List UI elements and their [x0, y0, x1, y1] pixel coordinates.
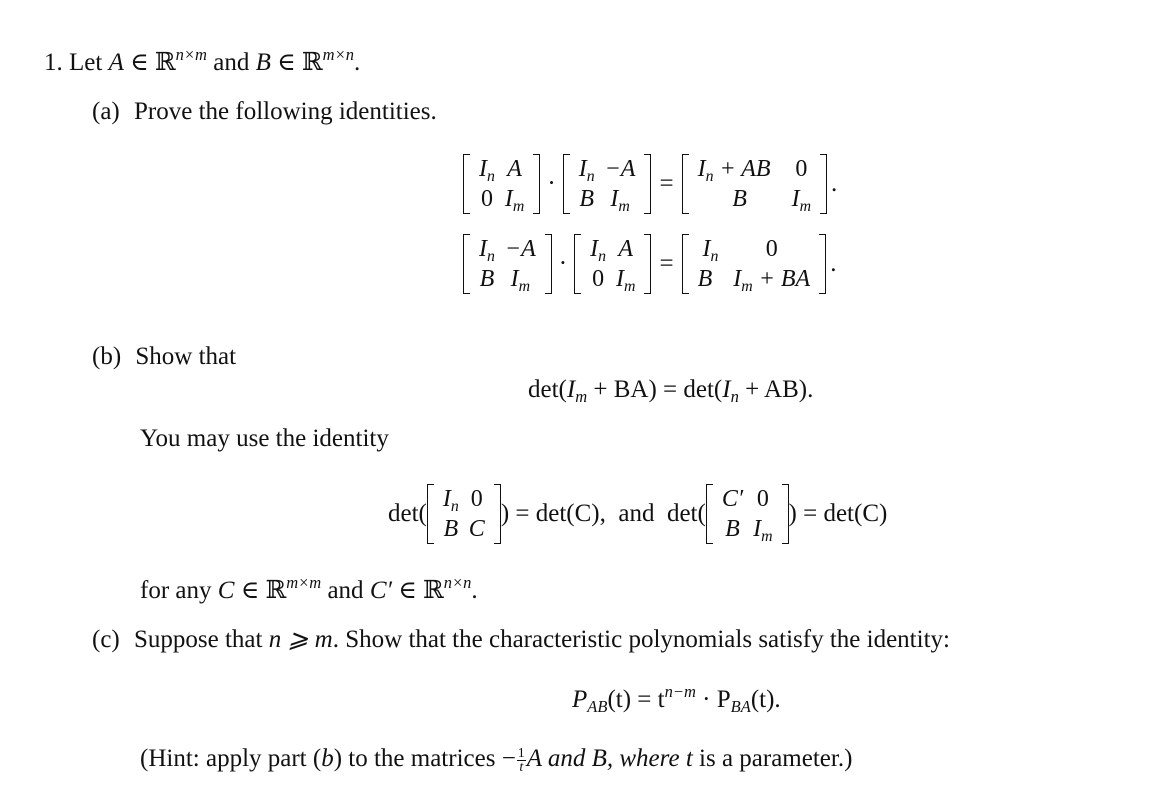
matrix-left-1: $I_n$ A 0 $I_m$ — [463, 154, 540, 214]
for-any-condition: for any C ∈ ℝ$^{m\times m}$ and C′ ∈ ℝ$^{n\times n}$. — [140, 572, 478, 604]
identity-equation-1: $I_n$ A 0 $I_m$ · $I_n$ −A B $I_m$ = $I_n$ + AB 0 B $I_m$ . — [463, 154, 837, 214]
matrix-middle-2: $I_n$ A 0 $I_m$ — [574, 234, 651, 294]
part-c-label: (c) — [92, 626, 120, 653]
fraction-one-over-t: $\frac{1}{t}$ — [517, 745, 525, 775]
part-b-text: Show that — [135, 343, 237, 370]
matrix-block-2: C′ 0 B $I_m$ — [706, 484, 789, 544]
problem-statement: 1. Let A ∈ ℝ$^{n\times m}$ and B ∈ ℝ$^{m\times n}$. — [44, 44, 361, 76]
matrix-left-2: $I_n$ −A B $I_m$ — [463, 234, 552, 294]
problem-number: 1. — [44, 49, 63, 76]
identity-equation-2: $I_n$ −A B $I_m$ · $I_n$ A 0 $I_m$ = $I_n$ 0 B $I_m$ + BA . — [463, 234, 836, 294]
characteristic-polynomial-equation: $P_{AB}(t) = t^{n-m} \cdot P_{BA}(t)$. — [572, 681, 781, 716]
part-b-heading — [92, 342, 236, 372]
matrix-right-2: $I_n$ 0 B $I_m$ + BA — [682, 234, 827, 294]
matrix-middle-1: $I_n$ −A B $I_m$ — [563, 154, 652, 214]
block-determinant-identity: det( $I_n$ 0 B C ) = det(C), and det( C′ 0 B $I_m$ ) = det(C) — [388, 486, 888, 545]
part-a-text: Prove the following identities. — [134, 98, 437, 125]
part-c-hint: (Hint: apply part (b) to the matrices − $\frac{1}{t}$ A and B, where t is a parameter.) — [140, 745, 853, 775]
part-a-label: (a) — [92, 98, 120, 125]
hint-identity-text: You may use the identity — [140, 425, 389, 452]
determinant-equation: $\det(I_m + BA) = \det(I_n + AB)$. — [528, 376, 814, 406]
matrix-right-1: $I_n$ + AB 0 B $I_m$ — [682, 154, 827, 214]
part-c-heading: (c) Suppose that n ⩾ m. Show that the characteristic polynomials satisfy the identity: — [92, 626, 950, 653]
part-a-heading — [92, 97, 437, 127]
part-b-label: (b) — [92, 343, 122, 370]
matrix-block-1: $I_n$ 0 B C — [427, 484, 501, 544]
